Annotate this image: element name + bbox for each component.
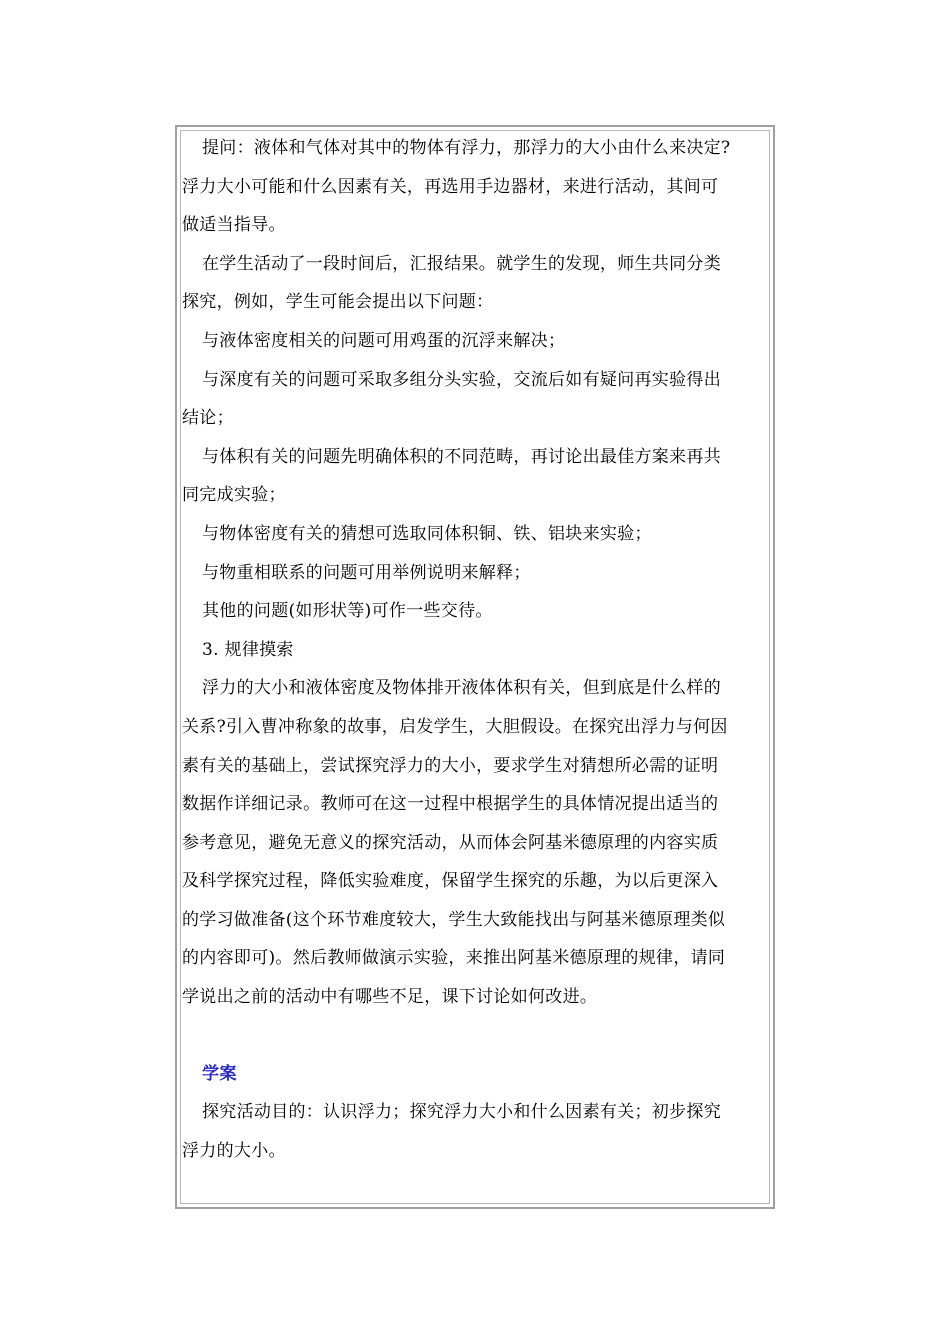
text-line: 与液体密度相关的问题可用鸡蛋的沉浮来解决； [202, 330, 566, 351]
text-line: 做适当指导。 [182, 215, 286, 236]
text-line: 浮力的大小和液体密度及物体排开液体体积有关，但到底是什么样的 [202, 678, 721, 699]
text-line: 提问：液体和气体对其中的物体有浮力，那浮力的大小由什么来决定? [202, 138, 731, 158]
text-line: 与深度有关的问题可采取多组分头实验，交流后如有疑问再实验得出 [202, 369, 721, 390]
text-line: 学说出之前的活动中有哪些不足，课下讨论如何改进。 [182, 987, 598, 1008]
text-line: 浮力大小可能和什么因素有关，再选用手边器材，来进行活动，其间可 [182, 176, 719, 197]
text-line: 素有关的基础上，尝试探究浮力的大小，要求学生对猜想所必需的证明 [182, 755, 719, 776]
text-line: 结论； [182, 408, 234, 429]
text-line: 与物体密度有关的猜想可选取同体积铜、铁、铝块来实验； [202, 523, 652, 544]
text-line: 关系?引入曹冲称象的故事，启发学生，大胆假设。在探究出浮力与何因 [182, 716, 728, 737]
text-line: 其他的问题(如形状等)可作一些交待。 [202, 601, 493, 622]
text-line: 与体积有关的问题先明确体积的不同范畴，再讨论出最佳方案来再共 [202, 446, 721, 467]
section-gap [182, 1017, 770, 1055]
text-line: 的内容即可)。然后教师做演示实验，来推出阿基米德原理的规律，请同 [182, 948, 726, 969]
document-body [182, 129, 770, 1170]
text-line: 同完成实验； [182, 485, 286, 506]
paragraph-block [182, 129, 770, 1017]
text-line: 与物重相联系的问题可用举例说明来解释； [202, 562, 531, 583]
text-line: 参考意见，避免无意义的探究活动，从而体会阿基米德原理的内容实质 [182, 832, 719, 853]
text-line: 3. 规律摸索 [202, 639, 294, 660]
text-line: 浮力的大小。 [182, 1140, 286, 1161]
paragraph-block-after-heading [182, 1093, 770, 1170]
text-line: 的学习做准备(这个环节难度较大，学生大致能找出与阿基米德原理类似 [182, 909, 726, 930]
text-line: 探究活动目的：认识浮力；探究浮力大小和什么因素有关；初步探究 [202, 1102, 721, 1123]
text-line: 在学生活动了一段时间后，汇报结果。就学生的发现，师生共同分类 [202, 253, 721, 274]
section-heading: 学案 [202, 1063, 237, 1084]
text-line: 数据作详细记录。教师可在这一过程中根据学生的具体情况提出适当的 [182, 794, 719, 815]
text-line: 探究，例如，学生可能会提出以下问题： [182, 292, 494, 313]
text-line: 及科学探究过程，降低实验难度，保留学生探究的乐趣，为以后更深入 [182, 871, 719, 892]
